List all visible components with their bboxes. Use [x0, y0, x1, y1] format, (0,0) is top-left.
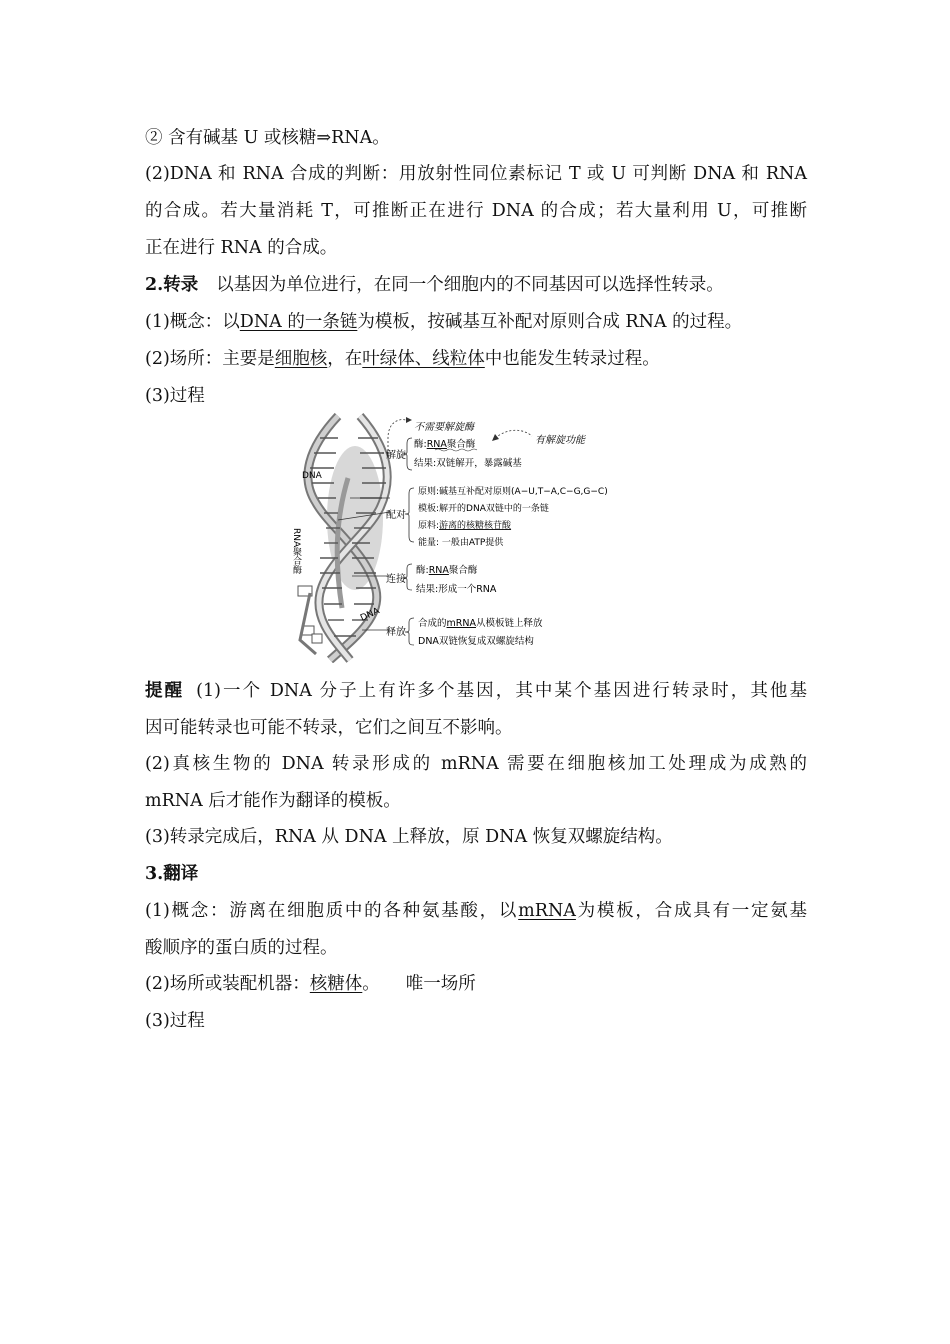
text: (2)场所：主要是	[145, 349, 275, 369]
stage1-line2: 结果:双链解开，暴露碱基	[414, 458, 522, 469]
dna-label-top: DNA	[302, 471, 322, 481]
note-no-helicase: 不需要解旋酶	[414, 422, 474, 433]
para-2-line-1: (2)DNA 和 RNA 合成的判断：用放射性同位素标记 T 或 U 可判断 DNA 和 RNA	[145, 164, 807, 184]
underlined-term: 叶绿体、线粒体	[362, 349, 485, 369]
tip-line-5: (3)转录完成后，RNA 从 DNA 上释放，原 DNA 恢复双螺旋结构。	[145, 827, 673, 847]
transcription-diagram	[290, 408, 670, 663]
transcription-location	[145, 348, 660, 370]
stage-linking: 连接	[386, 574, 406, 585]
underlined-term: 细胞核	[274, 349, 328, 369]
tip-line-1	[145, 680, 807, 702]
tip-label: 提醒	[145, 681, 185, 701]
translation-location	[145, 973, 476, 995]
stage1-line1: 酶:RNA聚合酶	[414, 439, 476, 450]
text: 为模板，合成具有一定氨基	[575, 901, 807, 921]
stage-release: 释放	[386, 627, 406, 638]
section-intro: 以基因为单位进行，在同一个细胞内的不同基因可以选择性转录。	[216, 275, 724, 295]
translation-concept-line-2: 酸顺序的蛋白质的过程。	[145, 938, 338, 958]
stage-pairing: 配对	[386, 510, 406, 521]
tip-line-3: (2)真核生物的 DNA 转录形成的 mRNA 需要在细胞核加工处理成为成熟的	[145, 754, 807, 774]
text: (2)场所或装配机器：	[145, 974, 310, 994]
underlined-term: DNA 的一条链	[239, 312, 358, 332]
stage4-line1: 合成的mRNA从模板链上释放	[418, 618, 543, 629]
line-rna-judgement: ② 含有碱基 U 或核糖⇒RNA。	[145, 128, 390, 148]
stage3-line1: 酶:RNA聚合酶	[416, 565, 478, 576]
text: 中也能发生转录过程。	[484, 349, 660, 369]
annotation-note: 唯一场所	[405, 974, 476, 994]
stage4-line2: DNA双链恢复成双螺旋结构	[418, 636, 534, 647]
tip-line-4: mRNA 后才能作为翻译的模板。	[145, 791, 401, 811]
dna-label-bottom: DNA	[359, 606, 382, 624]
dna-helix-illustration	[298, 416, 387, 660]
translation-process-label: (3)过程	[145, 1011, 205, 1031]
text: (1)一个 DNA 分子上有许多个基因，其中某个基因进行转录时，其他基	[196, 681, 807, 701]
stage2-line4: 能量: 一般由ATP提供	[418, 538, 504, 548]
para-2-line-3: 正在进行 RNA 的合成。	[145, 238, 338, 258]
text: 为模板，按碱基互补配对原则合成 RNA 的过程。	[357, 312, 743, 332]
text: (1)概念：游离在细胞质中的各种氨基酸，以	[145, 901, 519, 921]
note-unwinding-function: 有解旋功能	[535, 435, 585, 446]
section-transcription	[145, 274, 724, 296]
translation-concept-line-1	[145, 900, 807, 922]
stage2-line2: 模板:解开的DNA双链中的一条链	[418, 504, 549, 514]
para-2-line-2: 的合成。若大量消耗 T，可推断正在进行 DNA 的合成；若大量利用 U，可推断	[145, 201, 807, 221]
section-heading-transcription: 2.转录	[145, 275, 199, 295]
rna-polymerase-label: RNA聚合酶	[291, 528, 301, 575]
underlined-term: mRNA	[518, 901, 576, 921]
text: ，在	[327, 349, 363, 369]
stage3-line2: 结果:形成一个RNA	[416, 584, 497, 595]
section-heading-translation: 3.翻译	[145, 864, 199, 884]
stage-unwinding: 解旋	[386, 450, 406, 461]
transcription-concept	[145, 311, 742, 333]
text: (1)概念：以	[145, 312, 240, 332]
transcription-process-label: (3)过程	[145, 386, 205, 406]
stage2-line1: 原则:碱基互补配对原则(A−U,T−A,C−G,G−C)	[418, 487, 608, 497]
stage2-line3: 原料:游离的核糖核苷酸	[418, 521, 512, 531]
text: 。	[362, 974, 380, 994]
tip-line-2: 因可能转录也可能不转录，它们之间互不影响。	[145, 718, 513, 738]
underlined-term: 核糖体	[309, 974, 363, 994]
